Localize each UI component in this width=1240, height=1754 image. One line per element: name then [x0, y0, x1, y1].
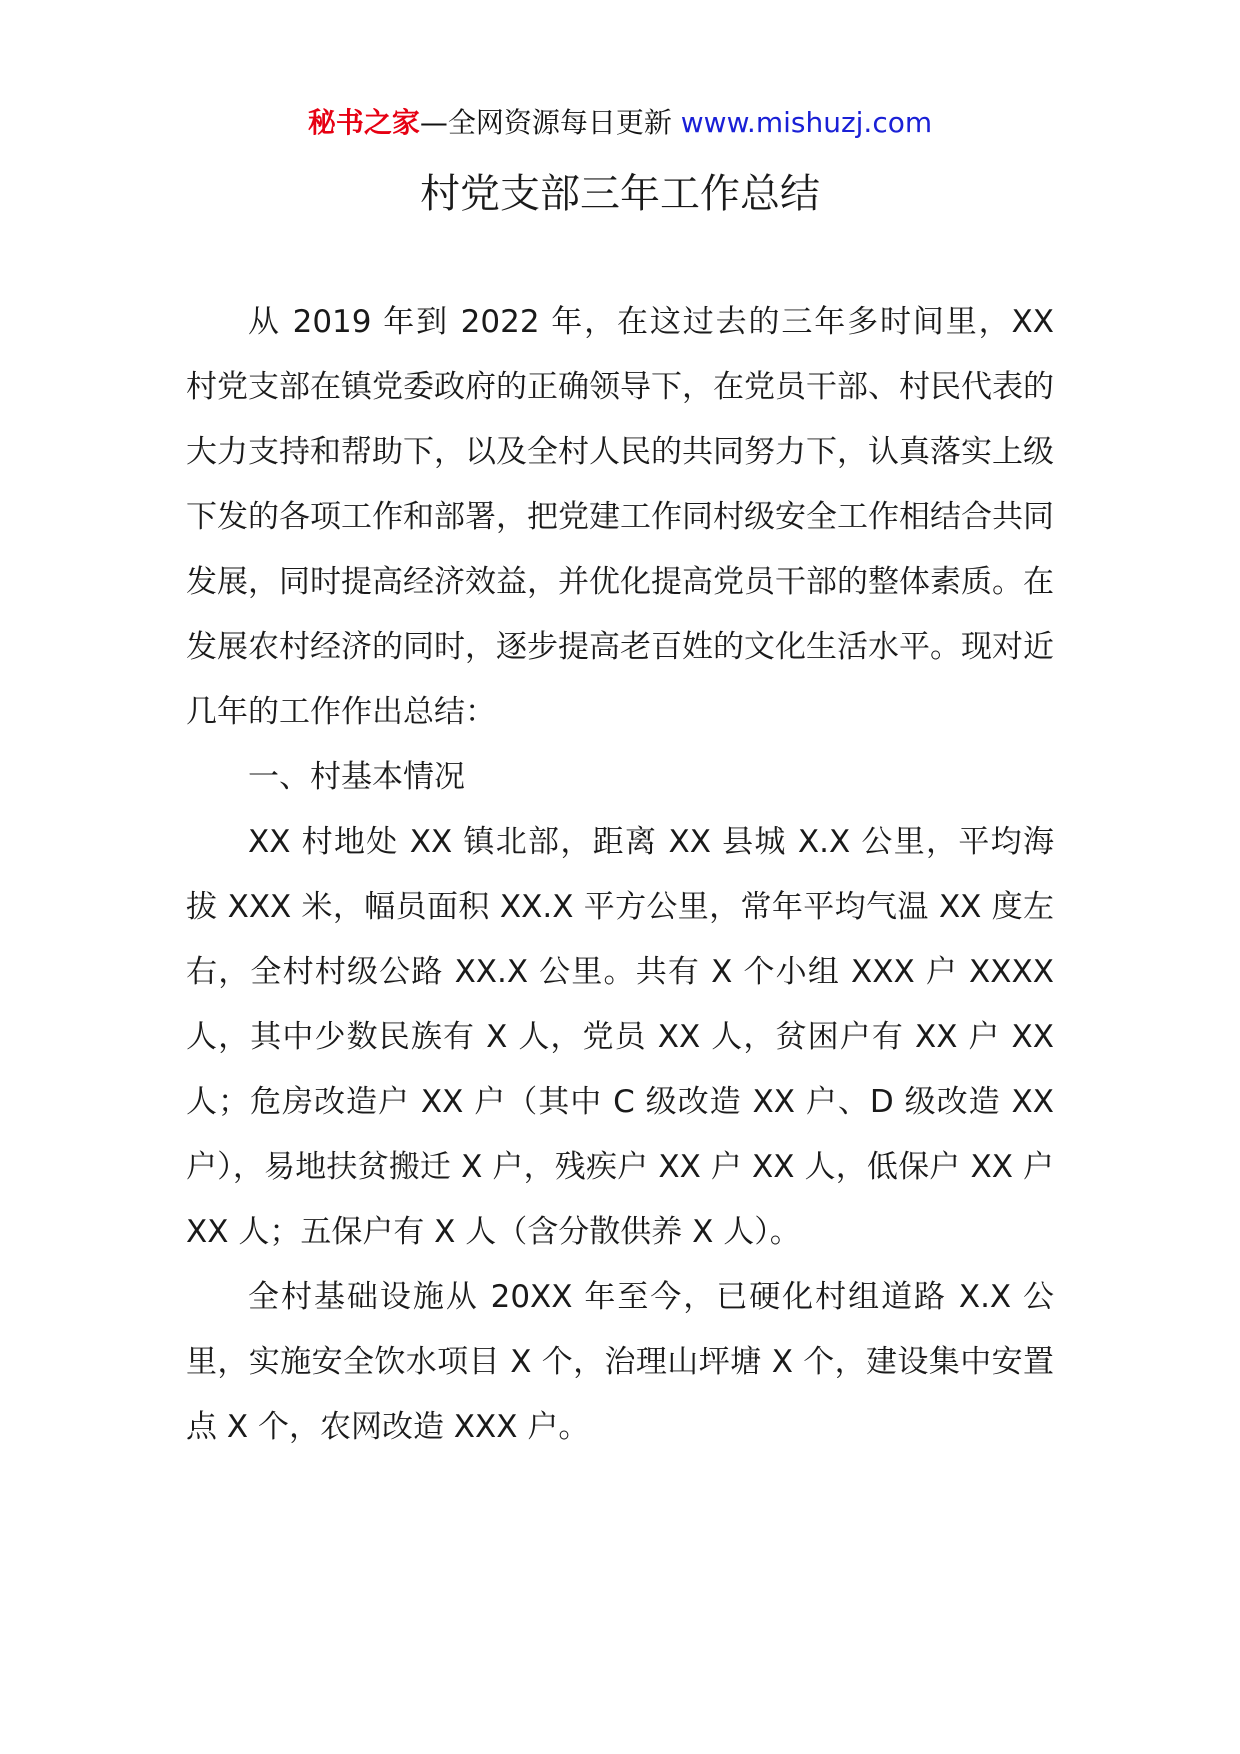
paragraph-intro: 从 2019 年到 2022 年，在这过去的三年多时间里，XX 村党支部在镇党委政府的正确领导下，在党员干部、村民代表的大力支持和帮助下，以及全村人民的共同努力下，认真落实上级下发的各项工作和部署，把党建工作同村级安全工作相结合共同发展，同时提高经济效益，并优化提高党员干部的整体素质。在发展农村经济的同时，逐步提高老百姓的文化生活水平。现对近几年的工作作出总结： [186, 304, 1054, 730]
section-heading-basic-info: 一、村基本情况 [248, 759, 465, 795]
paragraph-village-info: XX 村地处 XX 镇北部，距离 XX 县城 X.X 公里，平均海拔 XXX 米，幅员面积 XX.X 平方公里，常年平均气温 XX 度左右，全村村级公路 XX.X 公里。共有 X 个小组 XXX 户 XXXX 人，其中少数民族有 X 人，党员 XX 人，贫困户有 XX 户 XX 人；危房改造户 XX 户（其中 C 级改造 XX 户、D 级改造 XX 户），易地扶贫搬迁 X 户，残疾户 XX 户 XX 人，低保户 XX 户 XX 人；五保户有 X 人（含分散供养 X 人）。 [186, 824, 1054, 1250]
document-body [186, 290, 1054, 1460]
document-title: 村党支部三年工作总结 [420, 171, 820, 217]
site-url-link[interactable]: www.mishuzj.com [680, 106, 933, 139]
header-slogan: —全网资源每日更新 [419, 106, 681, 139]
brand-name: 秘书之家 [307, 106, 420, 139]
site-header [0, 101, 1240, 145]
paragraph-infrastructure: 全村基础设施从 20XX 年至今，已硬化村组道路 X.X 公里，实施安全饮水项目 X 个，治理山坪塘 X 个，建设集中安置点 X 个，农网改造 XXX 户。 [186, 1279, 1054, 1445]
